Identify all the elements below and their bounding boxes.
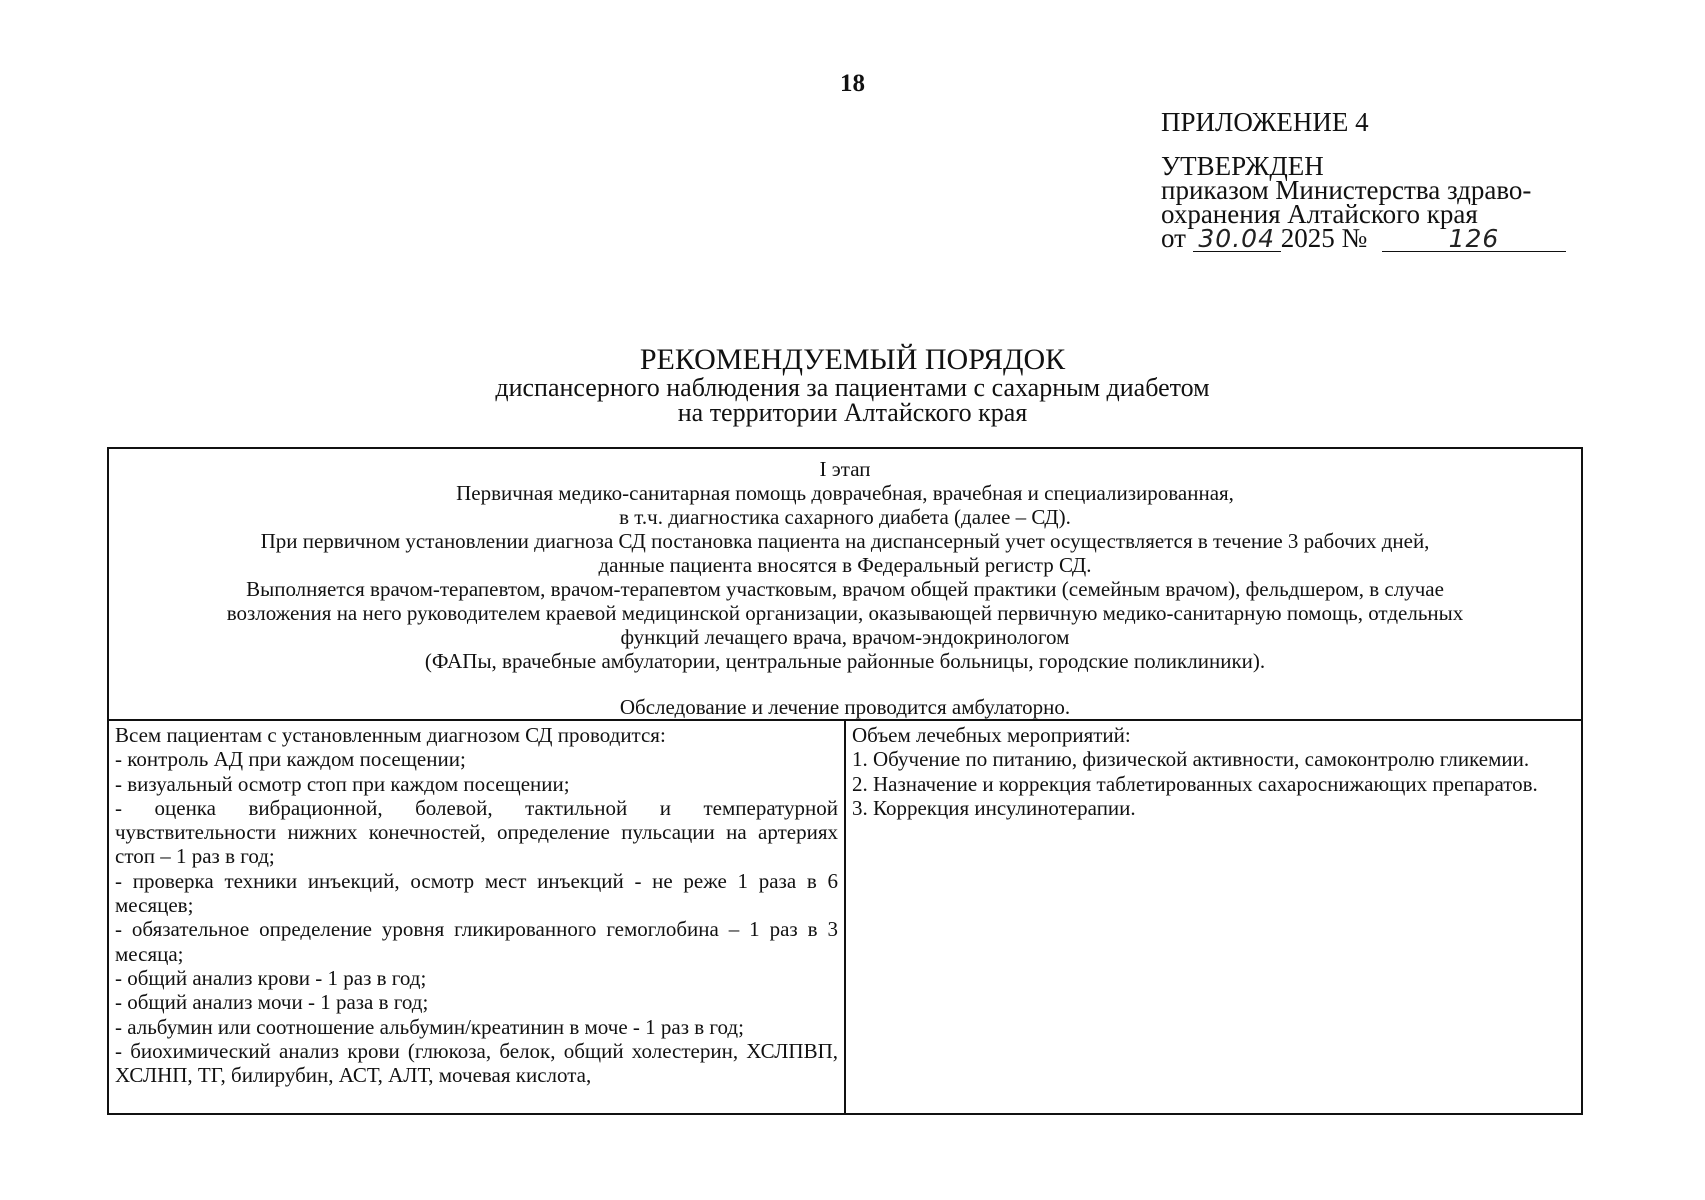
document-title: РЕКОМЕНДУЕМЫЙ ПОРЯДОК <box>639 343 1066 376</box>
page-number: 18 <box>840 70 865 97</box>
exam-item: - проверка техники инъекций, осмотр мест инъекций - не реже 1 раза в 6 месяцев; <box>115 868 838 918</box>
approved-label: УТВЕРЖДЕН <box>1161 151 1324 181</box>
stage-line: в т.ч. диагностика сахарного диабета (далее – СД). <box>619 505 1071 529</box>
approval-date-line <box>1161 223 1581 253</box>
document-subtitle-line-1: диспансерного наблюдения за пациентами с сахарным диабетом <box>495 373 1210 402</box>
exam-item: - общий анализ крови - 1 раз в год; <box>115 965 427 990</box>
from-label: от <box>1161 223 1186 253</box>
exam-item: Всем пациентам с установленным диагнозом СД проводится: <box>115 723 666 747</box>
exam-item: - общий анализ мочи - 1 раза в год; <box>115 990 429 1015</box>
treatment-item: Объем лечебных мероприятий: <box>852 723 1131 747</box>
handwritten-number: 126 <box>1382 227 1566 252</box>
exam-item: - контроль АД при каждом посещении; <box>115 747 466 772</box>
approval-block <box>1161 107 1581 253</box>
treatment-item: 2. Назначение и коррекция таблетированных сахароснижающих препаратов. <box>852 771 1538 796</box>
document-subtitle-line-2: на территории Алтайского края <box>677 398 1028 427</box>
stage-line: функций лечащего врача, врачом-эндокринологом <box>620 625 1070 649</box>
exam-item: - визуальный осмотр стоп при каждом посещении; <box>115 771 570 796</box>
stage-header-cell <box>109 449 1581 721</box>
stage-line: данные пациента вносятся в Федеральный регистр СД. <box>598 553 1092 577</box>
stage-line: Выполняется врачом-терапевтом, врачом-терапевтом участковым, врачом общей практики (семейным врачом), фельдшером, в случае <box>246 577 1444 601</box>
stage-spacer <box>117 673 1573 695</box>
stage-line: При первичном установлении диагноза СД постановка пациента на диспансерный учет осуществляется в течение 3 рабочих дней, <box>260 529 1430 553</box>
stage-line: (ФАПы, врачебные амбулатории, центральные районные больницы, городские поликлиники). <box>424 649 1266 673</box>
appendix-label: ПРИЛОЖЕНИЕ 4 <box>1161 107 1369 137</box>
treatment-item: 1. Обучение по питанию, физической активности, самоконтролю гликемии. <box>852 747 1530 772</box>
approval-order-line-1: приказом Министерства здраво- <box>1161 175 1532 205</box>
exam-item: - оценка вибрационной, болевой, тактильной и температурной чувствительности нижних конечностей, определение пульсации на артериях стоп – 1 раз в год; <box>115 795 838 869</box>
approval-order-line-2: охранения Алтайского края <box>1161 199 1478 229</box>
treatment-cell <box>846 721 1581 1113</box>
document-heading <box>0 345 1705 425</box>
exam-item: - биохимический анализ крови (глюкоза, белок, общий холестерин, ХСЛПВП, ХСЛНП, ТГ, билирубин, АСТ, АЛТ, мочевая кислота, <box>115 1038 838 1088</box>
procedure-table <box>107 447 1583 1115</box>
exam-item: - обязательное определение уровня гликированного гемоглобина – 1 раз в 3 месяца; <box>115 917 838 966</box>
examinations-cell <box>109 721 846 1113</box>
stage-line: Первичная медико-санитарная помощь доврачебная, врачебная и специализированная, <box>456 481 1234 505</box>
number-label: № <box>1341 223 1368 253</box>
handwritten-date: 30.04 <box>1193 227 1281 252</box>
treatment-item: 3. Коррекция инсулинотерапии. <box>852 795 1136 820</box>
stage-line: I этап <box>819 457 871 481</box>
exam-item: - альбумин или соотношение альбумин/креатинин в моче - 1 раз в год; <box>115 1014 744 1039</box>
year-label: 2025 <box>1280 223 1335 253</box>
stage-footer: Обследование и лечение проводится амбулаторно. <box>619 695 1071 719</box>
stage-line: возложения на него руководителем краевой медицинской организации, оказывающей первичную медико-санитарную помощь, отдельных <box>226 601 1464 625</box>
